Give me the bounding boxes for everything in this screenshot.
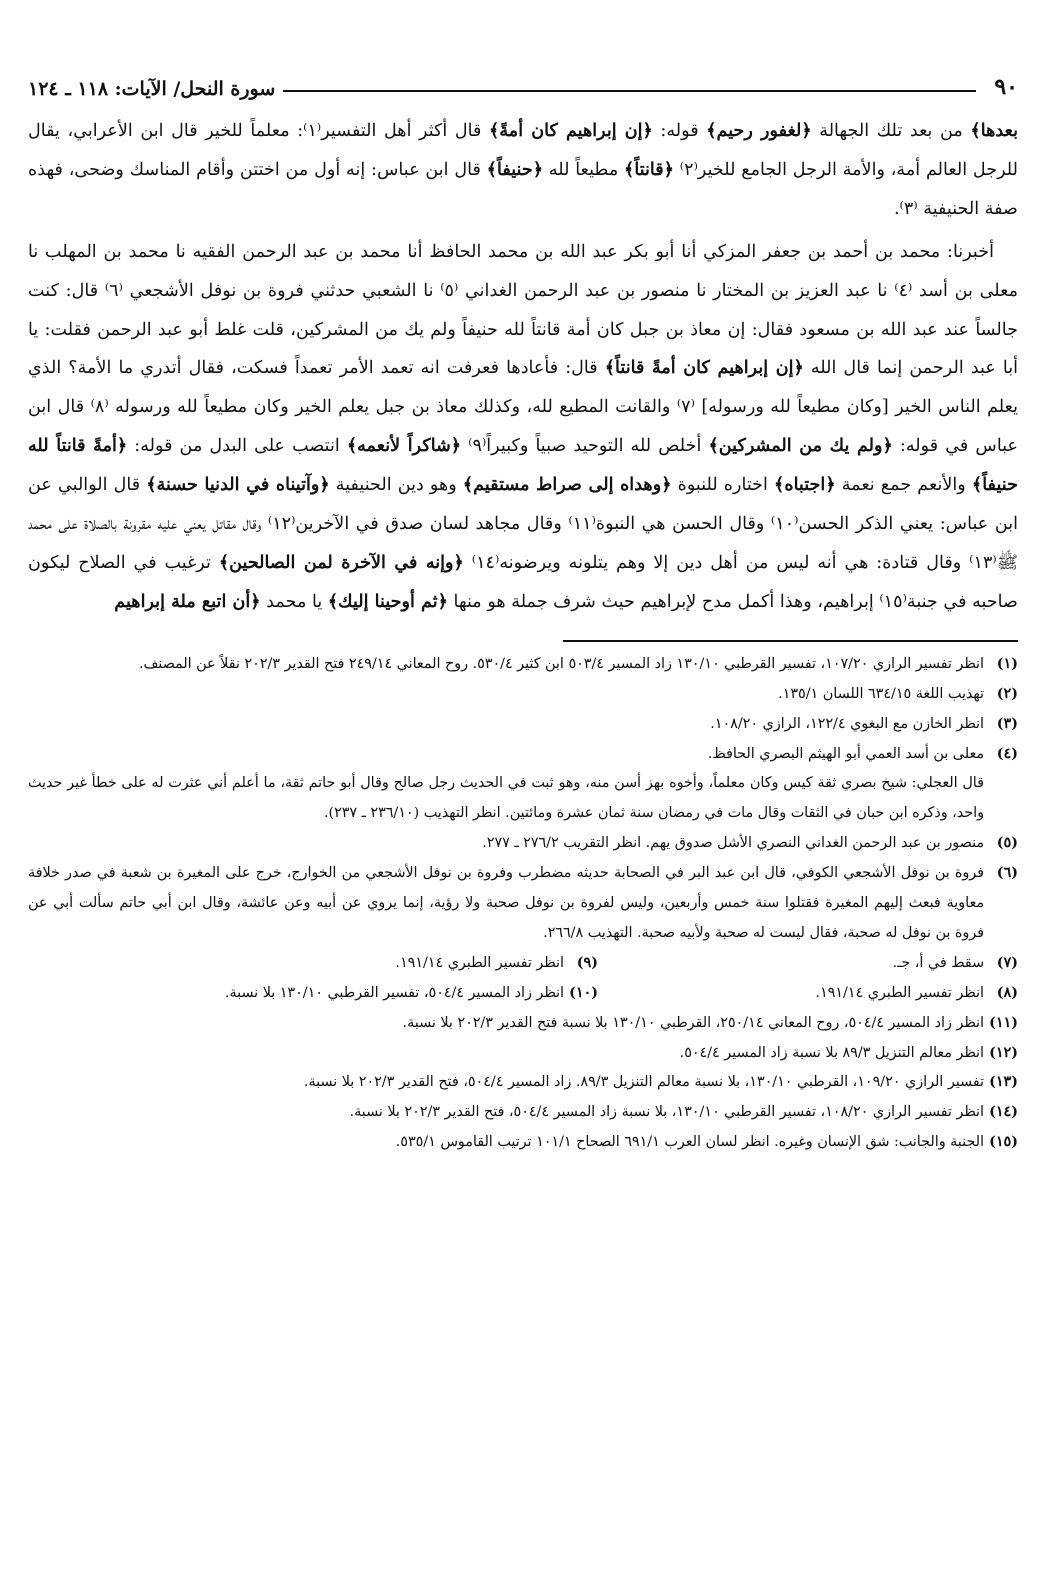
footnotes (28, 650, 1018, 1158)
paragraph (28, 112, 1018, 229)
quran-quote: ﴿إن إبراهيم كان أمةً قانتاً﴾ (604, 357, 804, 379)
footnote (28, 1128, 1018, 1158)
footnote-number: (٦) (996, 865, 1018, 882)
footnote-number: (٣) (996, 715, 1018, 732)
footnote-text: انظر زاد المسير ٥٠٤/٤، روح المعاني ٢٥٠/١٤، القرطبي ١٣٠/١٠ بلا نسبة فتح القدير ٢٠٢/٣ بلا نسبة. (402, 1014, 984, 1031)
header-rule (283, 90, 976, 92)
footnote (28, 680, 1018, 710)
footnote-number: (٢) (996, 685, 1018, 702)
footnote-text: انظر تفسير الرازي ١٠٧/٢٠، تفسير القرطبي ١٣٠/١٠ زاد المسير ٥٠٣/٤ ابن كثير ٥٣٠/٤. روح المعاني ٢٤٩/١٤ فتح القدير ٢٠٢/٣ نقلاً عن المصنف. (138, 655, 984, 672)
quran-quote: ﴿حنيفاً﴾ (486, 158, 544, 180)
footnote-number: (١١) (989, 1014, 1018, 1031)
text-segment: انتصب على البدل من قوله: (127, 436, 347, 457)
footnote-text: سقط في أ، جـ. (892, 954, 984, 971)
text-segment: من بعد تلك الجهالة (811, 121, 971, 141)
footnote-number: (١٤) (989, 1104, 1018, 1121)
footnote-text: تفسير الرازي ١٠٩/٢٠، القرطبي ١٣٠/١٠، بلا نسبة معالم التنزيل ٨٩/٣. زاد المسير ٥٠٤/٤، فتح القدير ٢٠٢/٣ بلا نسبة. (303, 1074, 984, 1091)
footnote-text: انظر زاد المسير ٥٠٤/٤، تفسير القرطبي ١٣٠/١٠ بلا نسبة. (224, 984, 564, 1001)
page-header (28, 60, 1018, 100)
quran-quote: ﴿إن إبراهيم كان أمةً﴾ (489, 120, 653, 141)
footnote-number: (١٣) (989, 1074, 1018, 1091)
quran-quote: ﴿اجتباه﴾ (774, 474, 836, 496)
book-page (28, 60, 1018, 1583)
footnote-text: تهذيب اللغة ٦٣٤/١٥ اللسان ١٣٥/١. (778, 685, 984, 702)
quran-quote: ﴿وإنه في الآخرة لمن الصالحين﴾ (218, 551, 464, 573)
quran-quote: ﴿ولم يك من المشركين﴾ (708, 435, 893, 457)
text-segment: قال أكثر أهل التفسير⁽١⁾: معلماً للخير قال ابن الأعرابي، يقال للرجل العالم أمة، والأمة الرجل الجامع للخير⁽٢⁾ (28, 121, 1018, 180)
footnote-number: (١٥) (989, 1134, 1018, 1151)
text-segment: ترغيب في الصلاح ليكون صاحبه في جنبة⁽١٥⁾ إبراهيم، وهذا أكمل مدح لإبراهيم حيث شرف جملة هو منها (28, 552, 1018, 612)
footnote-pair-row (28, 949, 1018, 979)
footnote (28, 1039, 1018, 1069)
quran-quote: ﴿قانتاً﴾ (624, 158, 674, 180)
footnote (28, 949, 598, 979)
text-segment: وهو دين الحنيفية (329, 475, 463, 496)
footnote (28, 859, 1018, 949)
quran-quote: ﴿ثم أوحينا إليك﴾ (327, 590, 448, 612)
footnote (598, 949, 1018, 979)
footnote-number: (٥) (996, 835, 1018, 852)
footnote-text: فروة بن نوفل الأشجعي الكوفي، قال ابن عبد البر في الصحابة حديثه مضطرب وفروة بن نوفل الأشجعي من الخوارج، خرج على المغيرة بن شعبة في صدر خلافة معاوية فبعث إليهم المغيرة فقتلوا سنة خمس وأربعين، وليس لفروة بن نوفل صحبة ولا رؤية، إنما يروي عن أبيه وعن عائشة، وقال ابن أبي حاتم سألت أبي عن فروة بن نوفل له صحبة، فقال ليست له صحبة ولأبيه صحبة. التهذيب ٢٦٦/٨. (28, 865, 984, 941)
footnote-separator (563, 640, 1018, 642)
quran-quote: ﴿وآتيناه في الدنيا حسنة﴾ (146, 474, 330, 496)
quran-quote: ﴿شاكراً لأنعمه﴾ (346, 435, 462, 457)
footnote-text: انظر معالم التنزيل ٨٩/٣ بلا نسبة زاد المسير ٥٠٤/٤. (679, 1044, 984, 1061)
text-segment: قال ابن عباس: إنه أول من اختتن وأقام المناسك وضحى، فهذه صفة الحنيفية ⁽٣⁾. (28, 159, 1018, 219)
surah-title: سورة النحل/ الآيات: ١١٨ ـ ١٢٤ (28, 78, 276, 100)
footnote (28, 829, 1018, 859)
text-segment: والأنعم جمع نعمة (835, 475, 972, 496)
footnote (28, 650, 1018, 680)
text-segment: أخبرنا: محمد بن أحمد بن جعفر المزكي أنا أبو بكر عبد الله بن محمد الحافظ أنا محمد بن عبد الرحمن الفقيه نا محمد بن المهلب نا معلى بن أسد ⁽٤⁾ نا عبد العزيز بن المختار نا منصور بن عبد الرحمن الغداني ⁽٥⁾ نا الشعبي حدثني فروة بن نوفل الأشجعي ⁽٦⁾ قال: كنت جالساً عند عبد الله بن مسعود فقال: إن معاذ بن جبل كان أمة قانتاً لله حنيفاً ولم يك من المشركين، قلت غلط أبو عبد الرحمن فقلت: يا أبا عبد الرحمن إنما قال الله (28, 241, 1019, 379)
text-segment: أخلص لله التوحيد صبياً وكبيراً⁽٩⁾ (461, 436, 709, 457)
main-text (28, 112, 1018, 622)
footnote-text: انظر تفسير الطبري ١٩١/١٤. (395, 954, 564, 971)
quran-quote: ﴿وهداه إلى صراط مستقيم﴾ (462, 474, 672, 496)
quran-quote: ﴿أمةً قانتاً لله حنيفاً﴾ (28, 435, 1018, 496)
footnote (28, 710, 1018, 740)
text-segment: قال الوالبي عن ابن عباس: يعني الذكر الحسن⁽١٠⁾ وقال الحسن هي النبوة⁽١١⁾ وقال مجاهد لسان صدق في الآخرين⁽١٢⁾ وقال مقاتل يعني عليه مقرونة بالصلاة على محمد ﷺ⁽١٣⁾ وقال قتادة: هي أنه ليس من أهل دين إلا وهم يتلونه ويرضونه⁽١٤⁾ (28, 475, 1019, 573)
quran-quote: ﴿لغفور رحيم﴾ (706, 120, 812, 141)
footnote-text: انظر تفسير الرازي ١٠٨/٢٠، تفسير القرطبي ١٣٠/١٠، بلا نسبة زاد المسير ٥٠٤/٤، فتح القدير ٢٠٢/٣ بلا نسبة. (349, 1104, 984, 1121)
footnote (28, 769, 1018, 829)
paragraph (28, 233, 1018, 622)
footnote-text: قال العجلي: شيخ بصري ثقة كيس وكان معلماً، وأخوه بهز أسن منه، وهو ثبت في الحديث رجل صالح وقال أبو حاتم ثقة، ما أعلم أني عثرت له على خطأ غير حديث واحد، وذكره ابن حبان في الثقات وقال مات في رمضان سنة ثمان عشرة ومائتين. انظر التهذيب (٢٣٦/١٠ ـ ٢٣٧). (28, 775, 984, 822)
footnote-pairs (28, 949, 1018, 1009)
footnote (28, 1009, 1018, 1039)
footnote-list-tail (28, 1009, 1018, 1159)
footnote-text: انظر الخازن مع البغوي ١٢٢/٤، الرازي ١٠٨/٢٠. (710, 715, 984, 732)
footnote (598, 979, 1018, 1009)
footnote-text: معلى بن أسد العمي أبو الهيثم البصري الحافظ. (707, 745, 984, 762)
footnote-number: (١) (996, 655, 1018, 672)
quran-quote: ﴿أن اتبع ملة إبراهيم (114, 590, 261, 612)
text-segment: اختاره للنبوة (671, 475, 775, 496)
text-segment: قوله: (652, 121, 707, 141)
quran-quote: بعدها﴾ (970, 120, 1018, 141)
text-segment: مطيعاً لله (543, 159, 625, 180)
footnote-number: (٤) (996, 745, 1018, 762)
footnote-list (28, 650, 1018, 949)
text-segment: يا محمد (260, 591, 328, 612)
footnote-number: (١٢) (989, 1044, 1018, 1061)
footnote-pair-row (28, 979, 1018, 1009)
footnote-number: (١٠) (569, 984, 598, 1001)
footnote-text: منصور بن عبد الرحمن الغداني النصري الأشل صدوق يهم. انظر التقريب ٢٧٦/٢ ـ ٢٧٧. (482, 835, 984, 852)
footnote (28, 1098, 1018, 1128)
footnote-text: انظر تفسير الطبري ١٩١/١٤. (815, 984, 984, 1001)
footnote-number: (٧) (996, 954, 1018, 971)
footnote (28, 979, 598, 1009)
footnote-number: (٩) (576, 954, 598, 971)
text-segment: قال: فأعادها فعرفت انه تعمد الأمر تعمداً فسكت، فقال أتدري ما الأمة؟ الذي يعلم الناس الخير [وكان مطيعاً لله ورسوله] ⁽٧⁾ والقانت المطيع لله، وكذلك معاذ بن جبل يعلم الخير وكان مطيعاً لله ورسوله ⁽٨⁾ قال ابن عباس في قوله: (28, 358, 1018, 457)
footnote (28, 1068, 1018, 1098)
footnote (28, 740, 1018, 770)
page-number: ٩٠ (994, 74, 1018, 100)
footnote-number: (٨) (996, 984, 1018, 1001)
footnote-text: الجنبة والجانب: شق الإنسان وغيره. انظر لسان العرب ٦٩١/١ الصحاح ١٠١/١ ترتيب القاموس ٥٣٥/١. (395, 1134, 984, 1151)
